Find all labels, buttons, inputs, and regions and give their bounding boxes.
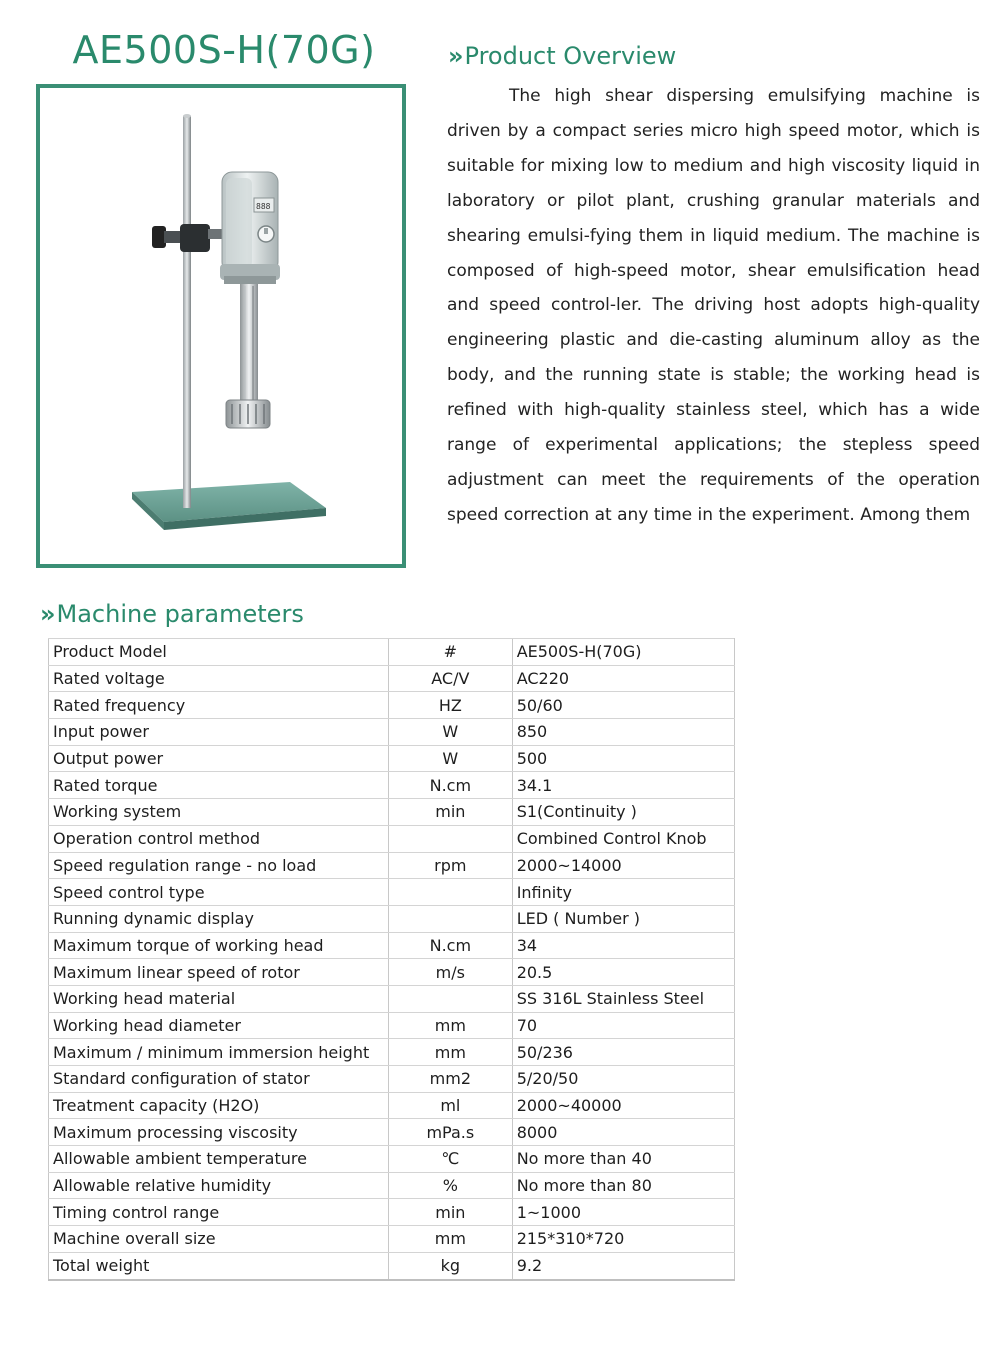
parameter-unit: m/s (388, 959, 512, 986)
parameter-unit: ℃ (388, 1146, 512, 1173)
parameter-value: 8000 (512, 1119, 734, 1146)
parameter-value: 2000~40000 (512, 1092, 734, 1119)
parameter-name: Machine overall size (49, 1226, 389, 1253)
parameter-unit (388, 905, 512, 932)
parameter-unit: mPa.s (388, 1119, 512, 1146)
parameter-unit: mm (388, 1226, 512, 1253)
parameter-name: Timing control range (49, 1199, 389, 1226)
parameter-unit: rpm (388, 852, 512, 879)
parameter-unit: # (388, 639, 512, 666)
parameter-unit: % (388, 1172, 512, 1199)
parameter-name: Output power (49, 745, 389, 772)
table-row (49, 1066, 735, 1093)
parameter-unit: W (388, 745, 512, 772)
parameter-unit (388, 879, 512, 906)
product-photo-frame (36, 84, 406, 568)
product-overview-heading-label: Product Overview (464, 42, 677, 70)
parameter-value: AC220 (512, 665, 734, 692)
chevron-right-icon: » (40, 600, 53, 628)
parameter-value: AE500S-H(70G) (512, 639, 734, 666)
parameter-unit: min (388, 1199, 512, 1226)
table-row (49, 1226, 735, 1253)
parameter-unit: ml (388, 1092, 512, 1119)
parameter-value: 50/60 (512, 692, 734, 719)
parameter-name: Input power (49, 719, 389, 746)
table-row (49, 1012, 735, 1039)
parameter-value: SS 316L Stainless Steel (512, 985, 734, 1012)
parameter-name: Rated torque (49, 772, 389, 799)
table-row (49, 1092, 735, 1119)
parameter-unit: kg (388, 1252, 512, 1279)
parameter-unit: N.cm (388, 932, 512, 959)
parameter-name: Maximum torque of working head (49, 932, 389, 959)
parameter-name: Maximum processing viscosity (49, 1119, 389, 1146)
table-row (49, 719, 735, 746)
parameter-name: Speed regulation range - no load (49, 852, 389, 879)
parameter-name: Maximum linear speed of rotor (49, 959, 389, 986)
product-overview-heading (448, 42, 676, 70)
svg-text:888: 888 (256, 202, 271, 211)
parameter-name: Operation control method (49, 825, 389, 852)
machine-parameters-heading-label: Machine parameters (56, 600, 304, 628)
parameter-value: 2000~14000 (512, 852, 734, 879)
parameter-name: Allowable relative humidity (49, 1172, 389, 1199)
parameter-name: Product Model (49, 639, 389, 666)
parameter-name: Rated voltage (49, 665, 389, 692)
parameter-value: 9.2 (512, 1252, 734, 1279)
parameter-value: No more than 40 (512, 1146, 734, 1173)
chevron-right-icon: » (448, 42, 461, 70)
product-overview-text: The high shear dispersing emulsifying machine is driven by a compact series micro high speed motor, which is suitable for mixing low to medium and high viscosity liquid in laboratory or pilot plant, crushing granular materials and shearing emulsi-fying them in liquid medium. The machine is composed of high-speed motor, shear emulsification head and speed control-ler. The driving host adopts high-quality engineering plastic and die-casting aluminum alloy as the body, and the running state is stable; the working head is refined with high-quality stainless steel, which has a wide range of experimental applications; the stepless speed adjustment can meet the requirements of the operation speed correction at any time in the experiment. Among them (447, 86, 980, 525)
parameter-value: No more than 80 (512, 1172, 734, 1199)
parameter-unit: N.cm (388, 772, 512, 799)
parameter-value: 50/236 (512, 1039, 734, 1066)
table-row (49, 825, 735, 852)
parameter-name: Working head diameter (49, 1012, 389, 1039)
table-row (49, 1252, 735, 1279)
table-row (49, 1146, 735, 1173)
table-row (49, 1039, 735, 1066)
parameter-unit: HZ (388, 692, 512, 719)
parameter-name: Rated frequency (49, 692, 389, 719)
parameter-name: Treatment capacity (H2O) (49, 1092, 389, 1119)
parameter-unit: min (388, 799, 512, 826)
table-row (49, 1172, 735, 1199)
parameter-unit (388, 985, 512, 1012)
stand-rod (183, 116, 191, 508)
parameter-value: 34 (512, 932, 734, 959)
parameter-unit: W (388, 719, 512, 746)
parameter-name: Working head material (49, 985, 389, 1012)
parameter-unit: mm (388, 1012, 512, 1039)
table-row (49, 1119, 735, 1146)
parameter-value: 215*310*720 (512, 1226, 734, 1253)
table-row (49, 639, 735, 666)
table-row (49, 852, 735, 879)
parameter-value: 34.1 (512, 772, 734, 799)
product-model-title: AE500S-H(70G) (72, 28, 376, 72)
parameter-unit: mm2 (388, 1066, 512, 1093)
parameter-name: Running dynamic display (49, 905, 389, 932)
parameter-value: 500 (512, 745, 734, 772)
parameter-value: Combined Control Knob (512, 825, 734, 852)
table-row (49, 665, 735, 692)
machine-parameters-table (48, 638, 735, 1281)
parameter-unit (388, 825, 512, 852)
table-row (49, 692, 735, 719)
parameter-name: Maximum / minimum immersion height (49, 1039, 389, 1066)
homogenizer-illustration (40, 88, 402, 564)
parameter-value: 70 (512, 1012, 734, 1039)
table-row (49, 745, 735, 772)
table-row (49, 879, 735, 906)
table-row (49, 932, 735, 959)
table-row (49, 772, 735, 799)
table-row (49, 985, 735, 1012)
parameter-name: Standard configuration of stator (49, 1066, 389, 1093)
parameter-value: 20.5 (512, 959, 734, 986)
parameter-name: Working system (49, 799, 389, 826)
parameter-value: 850 (512, 719, 734, 746)
parameter-value: 1~1000 (512, 1199, 734, 1226)
parameter-value: LED ( Number ) (512, 905, 734, 932)
parameter-value: Infinity (512, 879, 734, 906)
parameter-name: Allowable ambient temperature (49, 1146, 389, 1173)
clamp-block (180, 224, 210, 252)
parameter-value: 5/20/50 (512, 1066, 734, 1093)
parameter-name: Total weight (49, 1252, 389, 1279)
dispersing-shaft (240, 284, 258, 402)
table-row (49, 959, 735, 986)
parameter-name: Speed control type (49, 879, 389, 906)
table-row (49, 1199, 735, 1226)
parameter-unit: AC/V (388, 665, 512, 692)
table-row (49, 799, 735, 826)
table-row (49, 905, 735, 932)
parameter-value: S1(Continuity ) (512, 799, 734, 826)
machine-parameters-heading (40, 600, 304, 628)
parameter-unit: mm (388, 1039, 512, 1066)
